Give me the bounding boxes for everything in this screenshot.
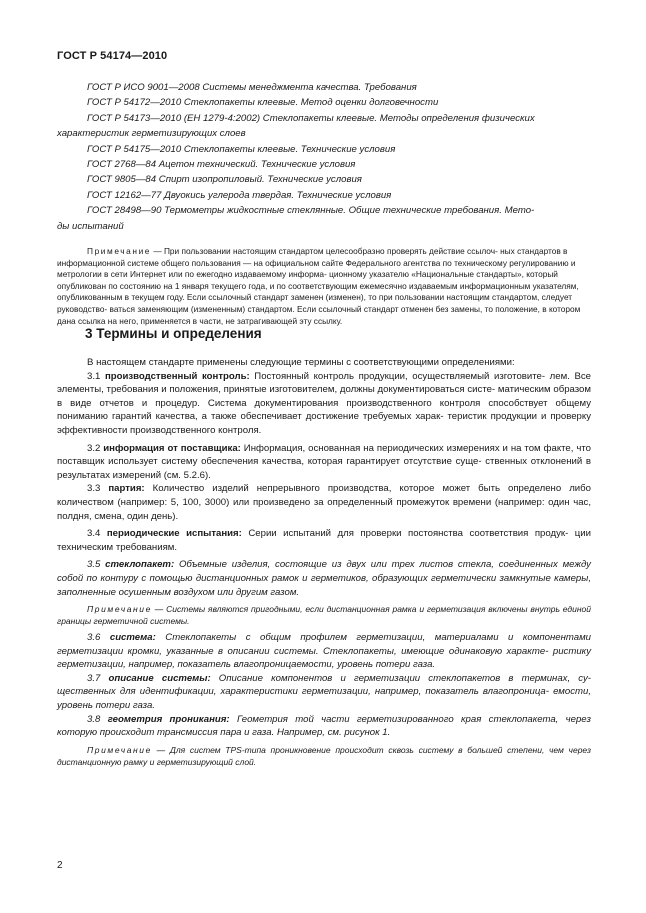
- term-name: информация от поставщика:: [103, 442, 241, 454]
- term-number: 3.3: [87, 483, 109, 495]
- term-3-1: [57, 370, 591, 438]
- note-label: Примечание: [87, 744, 152, 755]
- term-definition: Количество изделий непрерывного производства, которое может быть определено либо количеством (например: 5, 100, 3000) или произведено за определенный промежуток времени (например: один час, полдня, смена, один день).: [57, 483, 591, 522]
- term-definition: Постоянный контроль продукции, осуществляемый изготовите- лем. Все элементы, требования и положения, принятые изготовителем, должны документироваться систе- матическим образом в виде отчетов и процедур. Система документирования производственного контроля способствует общему пониманию гарантий качества, а также обеспечивает достижение требуемых харак- теристик продукции и проверку эффективности производственного контроля.: [57, 370, 591, 436]
- note-text: — Для систем TPS-типа проникновение происходит сквозь систему в большей степени, чем через дистанционную рамку и герметизирующий слой.: [57, 744, 591, 767]
- reference-item: ГОСТ Р 54175—2010 Стеклопакеты клеевые. Технические условия: [87, 143, 396, 155]
- term-3-2: [57, 442, 591, 483]
- note-text: — При пользовании настоящим стандартом целесообразно проверять действие ссылоч- ных стандартов в информационной системе общего пользования — на официальном сайте Федерального агентства по техническому регулированию и метрологии в сети Интернет или по ежегодно издаваемому информа- ционному указателю «Национальные стандарты», который опубликован по состоянию на 1 января текущего года, и по соответствующим ежемесячно издаваемым информационным указателям, опубликованным в текущем году. Если ссылочный стандарт заменен (изменен), то при пользовании настоящим стандартом, следует руководство- ваться заменяющим (измененным) стандартом. Если ссылочный стандарт отменен без замены, то положение, в котором дана ссылка на него, применяется в части, не затрагивающей эту ссылку.: [57, 246, 581, 326]
- term-number: 3.2: [87, 442, 104, 454]
- term-3-3: [57, 482, 591, 523]
- reference-item: ГОСТ 28498—90 Термометры жидкостные стеклянные. Общие технические требования. Мето-: [87, 205, 535, 217]
- page-number: 2: [57, 860, 63, 871]
- term-3-8-note: [57, 744, 591, 768]
- term-definition: Стеклопакеты с общим профилем герметизации, материалами и компонентами герметизации кромки, указанные в описании системы. Стеклопакеты, имеющие одинаковую характе- ристику герметизации, например, показатель влагопроницаемости, уровень потери газа.: [57, 632, 591, 671]
- reference-item: ГОСТ Р ИСО 9001—2008 Системы менеджмента качества. Требования: [87, 82, 417, 93]
- term-number: 3.8: [87, 713, 108, 725]
- term-name: описание системы:: [108, 672, 211, 684]
- term-definition: Объемные изделия, состоящие из двух или трех листов стекла, соединенных между собой по контуру с помощью дистанционных рамок и герметиков, образующих герметически замкнутые камеры, заполненные осушенным воздухом или другим газом.: [57, 559, 591, 598]
- term-3-5-note: [57, 603, 591, 627]
- reference-item-continuation: характеристик герметизирующих слоев: [57, 128, 246, 140]
- term-definition: Описание компонентов и герметизации стеклопакетов в терминах, су- щественных для идентификации, характеристики герметизации, например, показатель влагопроница- емости, уровень потери газа.: [57, 672, 591, 712]
- term-3-6: [57, 631, 591, 672]
- term-3-5: [57, 558, 591, 599]
- term-number: 3.6: [87, 632, 110, 644]
- reference-item: ГОСТ 9805—84 Спирт изопропиловый. Технические условия: [87, 174, 362, 186]
- reference-item: ГОСТ Р 54172—2010 Стеклопакеты клеевые. Метод оценки долговечности: [87, 97, 439, 109]
- term-3-8: [57, 713, 591, 740]
- reference-item: ГОСТ 12162—77 Двуокись углерода твердая. Технические условия: [87, 189, 392, 201]
- term-name: партия:: [108, 483, 145, 495]
- term-number: 3.1: [87, 370, 105, 382]
- references-note: [57, 246, 591, 327]
- section-title: 3 Термины и определения: [85, 326, 262, 341]
- note-label: Примечание: [87, 604, 152, 615]
- terms-intro: В настоящем стандарте применены следующие термины с соответствующими определениями:: [87, 357, 515, 368]
- reference-item: ГОСТ Р 54173—2010 (ЕН 1279-4:2002) Стеклопакеты клеевые. Методы определения физических: [87, 112, 535, 124]
- normative-references-list: [57, 80, 591, 234]
- note-text: — Системы являются пригодными, если дистанционная рамка и герметизация включены внутрь единой границы герметичной системы.: [57, 604, 591, 627]
- term-3-4: [57, 527, 591, 554]
- term-number: 3.7: [87, 672, 109, 684]
- term-3-7: [57, 672, 591, 713]
- term-name: производственный контроль:: [104, 370, 250, 382]
- term-name: стеклопакет:: [105, 559, 175, 571]
- reference-item-continuation: ды испытаний: [57, 220, 124, 232]
- term-name: геометрия проникания:: [107, 713, 230, 725]
- terms-body: [57, 356, 591, 772]
- term-definition: Серии испытаний для проверки постоянства соответствия продук- ции техническим требованиям.: [57, 528, 591, 553]
- document-header: ГОСТ Р 54174—2010: [57, 50, 168, 62]
- term-number: 3.4: [87, 528, 107, 540]
- reference-item: ГОСТ 2768—84 Ацетон технический. Технические условия: [87, 159, 356, 171]
- term-name: система:: [109, 632, 156, 644]
- note-label: Примечание: [87, 246, 152, 256]
- term-definition: Информация, основанная на периодических измерениях и на том факте, что поставщик использует систему обеспечения качества, которая гарантирует отсутствие суще- ственных отклонений в результатах измерений (см. 5.2.6).: [57, 442, 591, 481]
- term-number: 3.5: [87, 559, 106, 571]
- term-definition: Геометрия той части герметизированного края стеклопакета, через которую происходит трансмиссия пара и газа. Например, см. рисунок 1.: [57, 713, 591, 739]
- term-name: периодические испытания:: [106, 528, 242, 540]
